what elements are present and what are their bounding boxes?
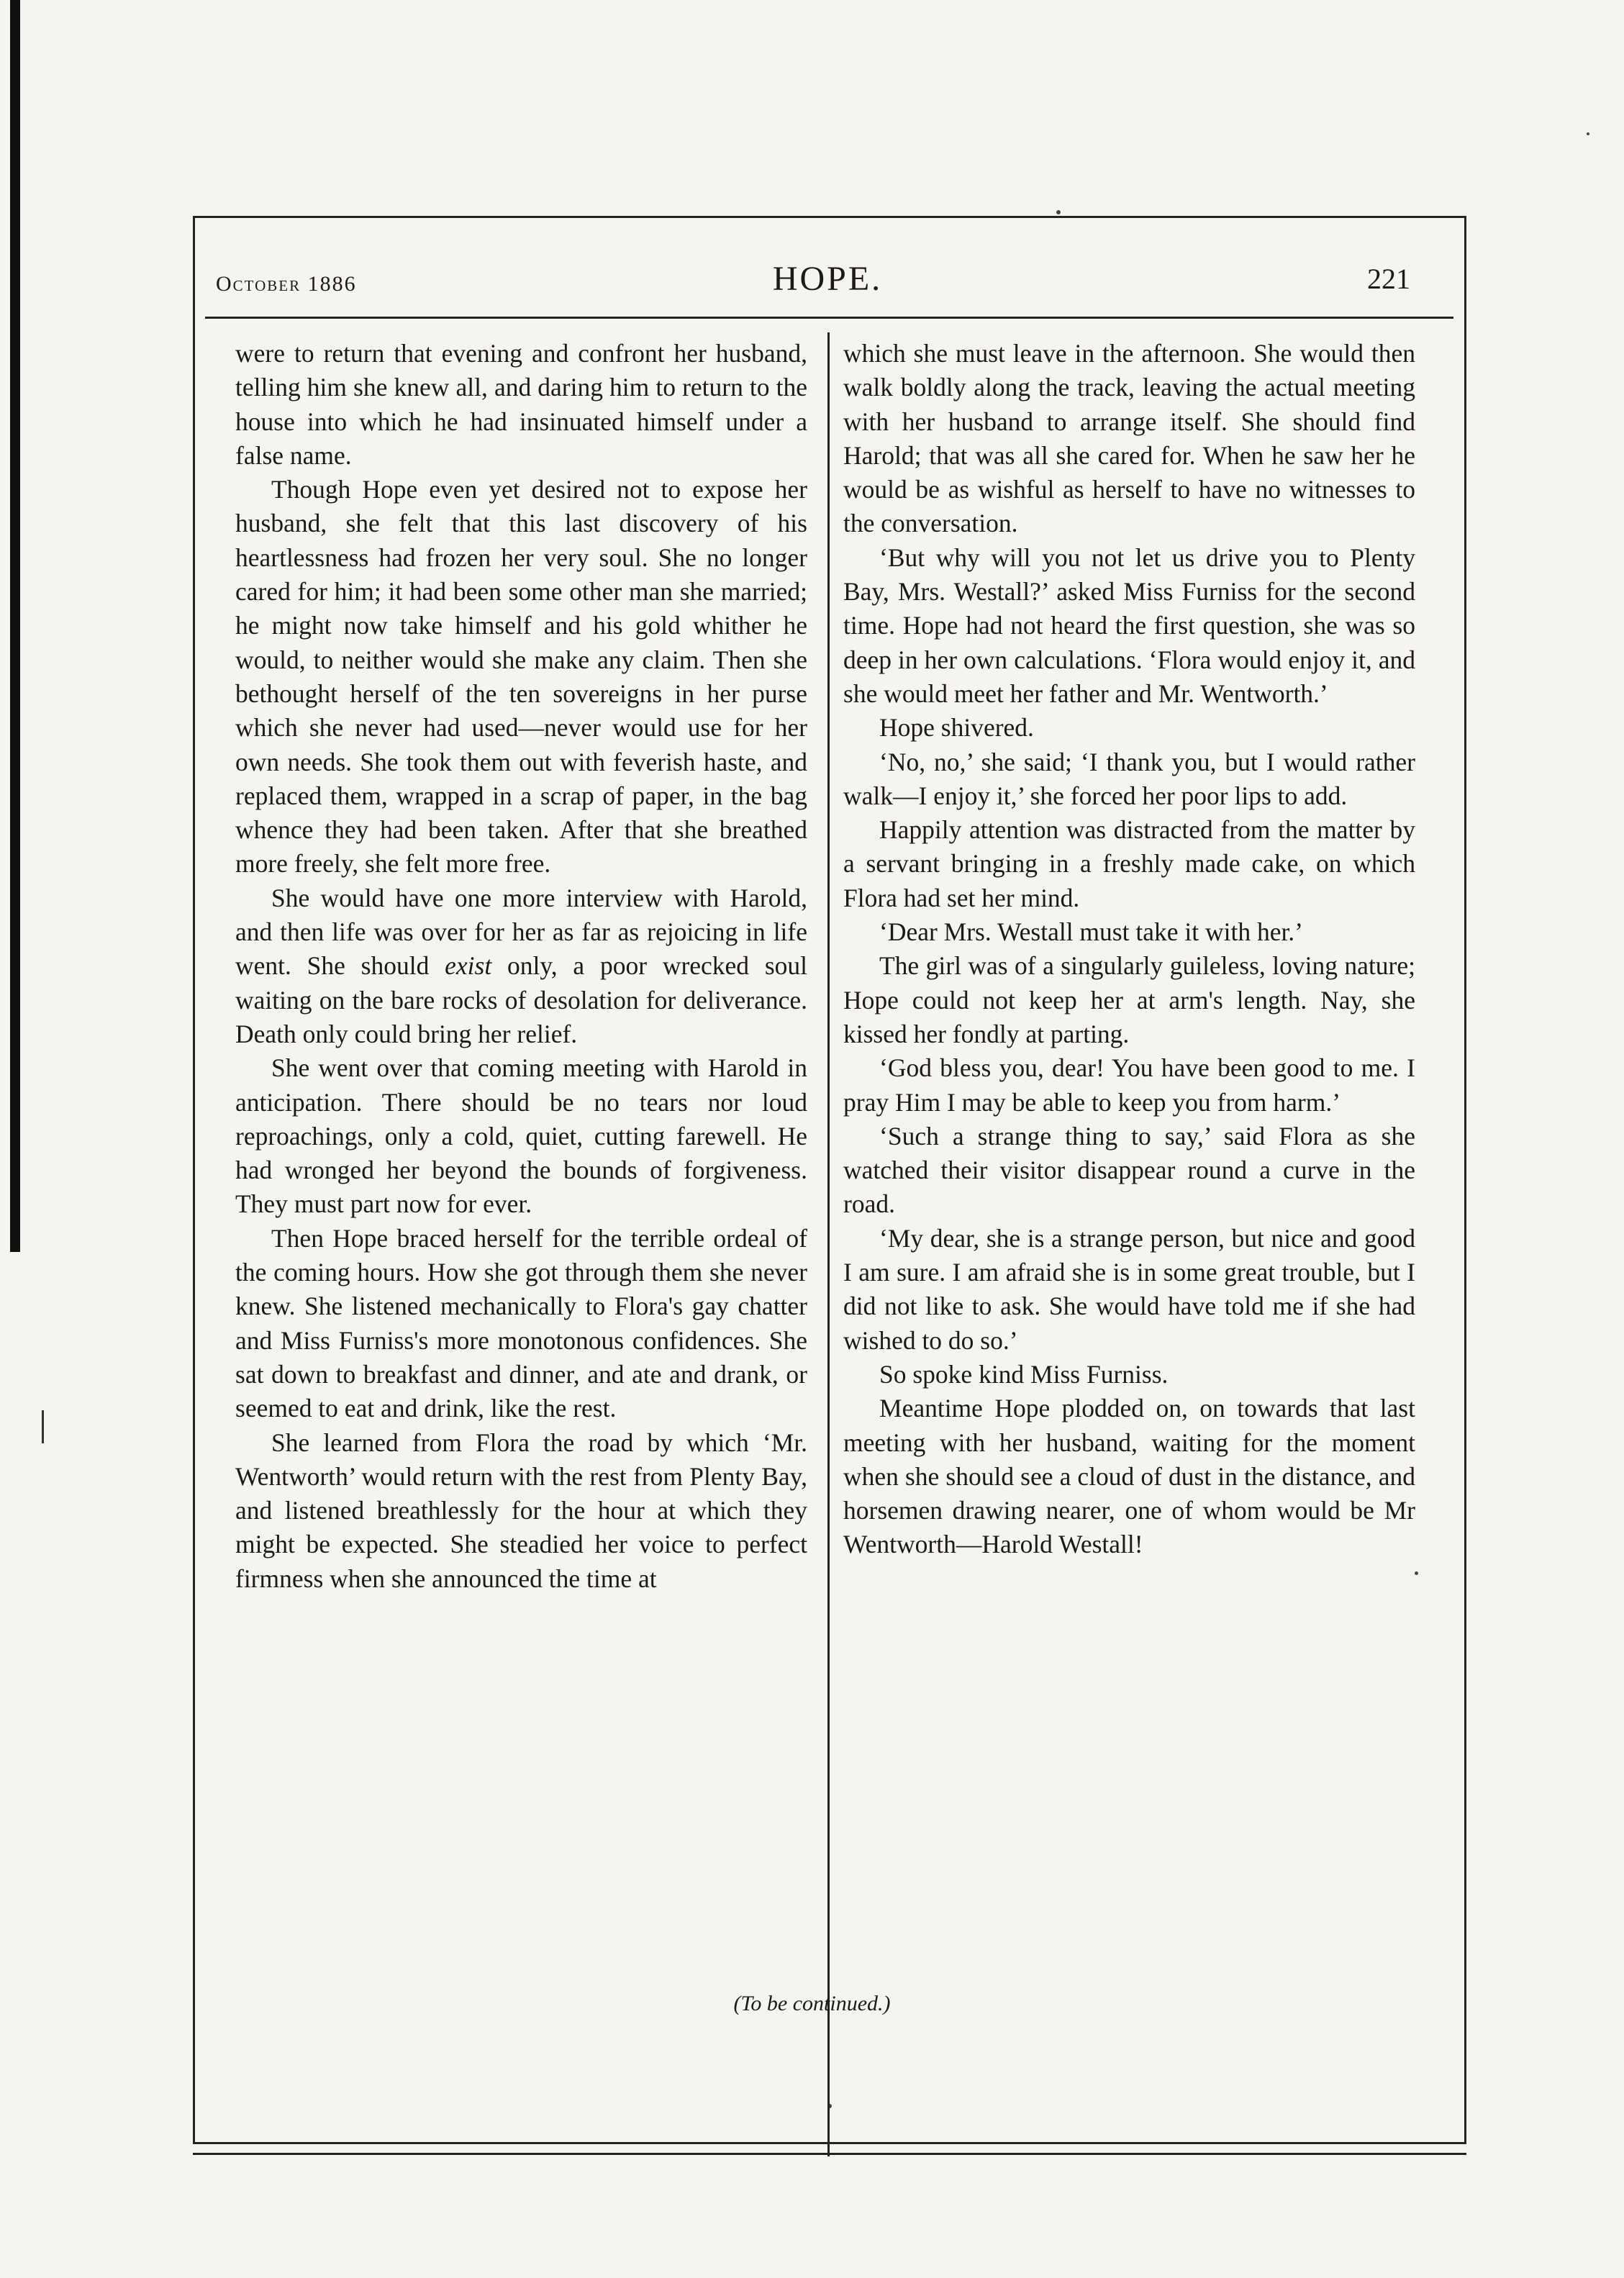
paragraph: Happily attention was distracted from the matter by a servant bringing in a freshly made cake, on which Flora had set her mind.	[843, 815, 1415, 912]
paragraph-text: She would have one more interview with Harold, and then life was over for her as far as rejoicing in life went. She should	[235, 883, 807, 981]
paragraph: ‘My dear, she is a strange person, but nice and good I am sure. I am afraid she is in some great trouble, but I did not like to ask. She would have told me if she had wished to do so.’	[843, 1223, 1415, 1355]
scan-speck	[1056, 210, 1061, 214]
header-rule	[205, 317, 1453, 319]
paragraph: She went over that coming meeting with Harold in anticipation. There should be no tears nor loud reproachings, only a cold, quiet, cutting farewell. He had wronged her beyond the bounds of forgiveness. They must part now for ever.	[235, 1053, 807, 1219]
column-separator	[827, 332, 830, 2156]
page-number: 221	[1367, 263, 1410, 295]
paragraph-text: only, a poor wrecked soul waiting on the bare rocks of desolation for deliverance. Death only could bring her relief.	[235, 951, 807, 1048]
header-date: October 1886	[216, 272, 357, 296]
scan-edge-bar	[10, 0, 20, 1252]
header-title: HOPE.	[772, 260, 883, 298]
paragraph: The girl was of a singularly guileless, loving nature; Hope could not keep her at arm's length. Nay, she kissed her fondly at parting.	[843, 951, 1415, 1048]
paragraph: ‘No, no,’ she said; ‘I thank you, but I would rather walk—I enjoy it,’ she forced her poor lips to add.	[843, 747, 1415, 810]
emphasis-text: exist	[445, 951, 492, 981]
paragraph: So spoke kind Miss Furniss.	[879, 1359, 1169, 1389]
left-column	[235, 337, 807, 1596]
paragraph: Though Hope even yet desired not to expose her husband, she felt that this last discovery of his heartlessness had frozen her very soul. She no longer cared for him; it had been some other man she married; he might now take himself and his gold whither he would, to neither would she make any claim. Then she bethought herself of the ten sovereigns in her purse which she never had used—never would use for her own needs. She took them out with feverish haste, and replaced them, wrapped in a scrap of paper, in the bag whence they had been taken. After that she breathed more freely, she felt more free.	[235, 475, 807, 879]
right-column	[843, 337, 1415, 1562]
paragraph: ‘Such a strange thing to say,’ said Flora as she watched their visitor disappear round a curve in the road.	[843, 1121, 1415, 1219]
frame-bottom-rule	[193, 2153, 1466, 2155]
paragraph: were to return that evening and confront her husband, telling him she knew all, and daring him to return to the house into which he had insinuated himself under a false name.	[235, 339, 807, 470]
paragraph: She learned from Flora the road by which ‘Mr. Wentworth’ would return with the rest from Plenty Bay, and listened breathlessly for the hour at which they might be expected. She steadied her voice to perfect firmness when she announced the time at	[235, 1428, 807, 1593]
to-be-continued-note: (To be continued.)	[733, 1992, 891, 2015]
paragraph: Hope shivered.	[879, 713, 1034, 743]
paragraph: Meantime Hope plodded on, on towards that last meeting with her husband, waiting for the moment when she should see a cloud of dust in the distance, and horsemen drawing nearer, one of whom would be Mr Wentworth—Harold Westall!	[843, 1394, 1415, 1559]
paragraph: ‘God bless you, dear! You have been good to me. I pray Him I may be able to keep you from harm.’	[843, 1053, 1415, 1117]
paragraph: Then Hope braced herself for the terrible ordeal of the coming hours. How she got through them she never knew. She listened mechanically to Flora's gay chatter and Miss Furniss's more monotonous confidences. She sat down to breakfast and dinner, and ate and drank, or seemed to eat and drink, like the rest.	[235, 1223, 807, 1423]
scan-speck	[1587, 132, 1589, 135]
scan-edge-mark	[42, 1410, 44, 1443]
paragraph: ‘But why will you not let us drive you to Plenty Bay, Mrs. Westall?’ asked Miss Furniss for the second time. Hope had not heard the first question, she was so deep in her own calculations. ‘Flora would enjoy it, and she would meet her father and Mr. Wentworth.’	[843, 543, 1415, 708]
paragraph	[235, 881, 807, 1051]
paragraph: ‘Dear Mrs. Westall must take it with her.’	[879, 917, 1304, 947]
paragraph: which she must leave in the afternoon. She would then walk boldly along the track, leaving the actual meeting with her husband to arrange itself. She should find Harold; that was all she cared for. When he saw her he would be as wishful as herself to have no witnesses to the conversation.	[843, 339, 1415, 538]
running-header	[216, 253, 1439, 311]
